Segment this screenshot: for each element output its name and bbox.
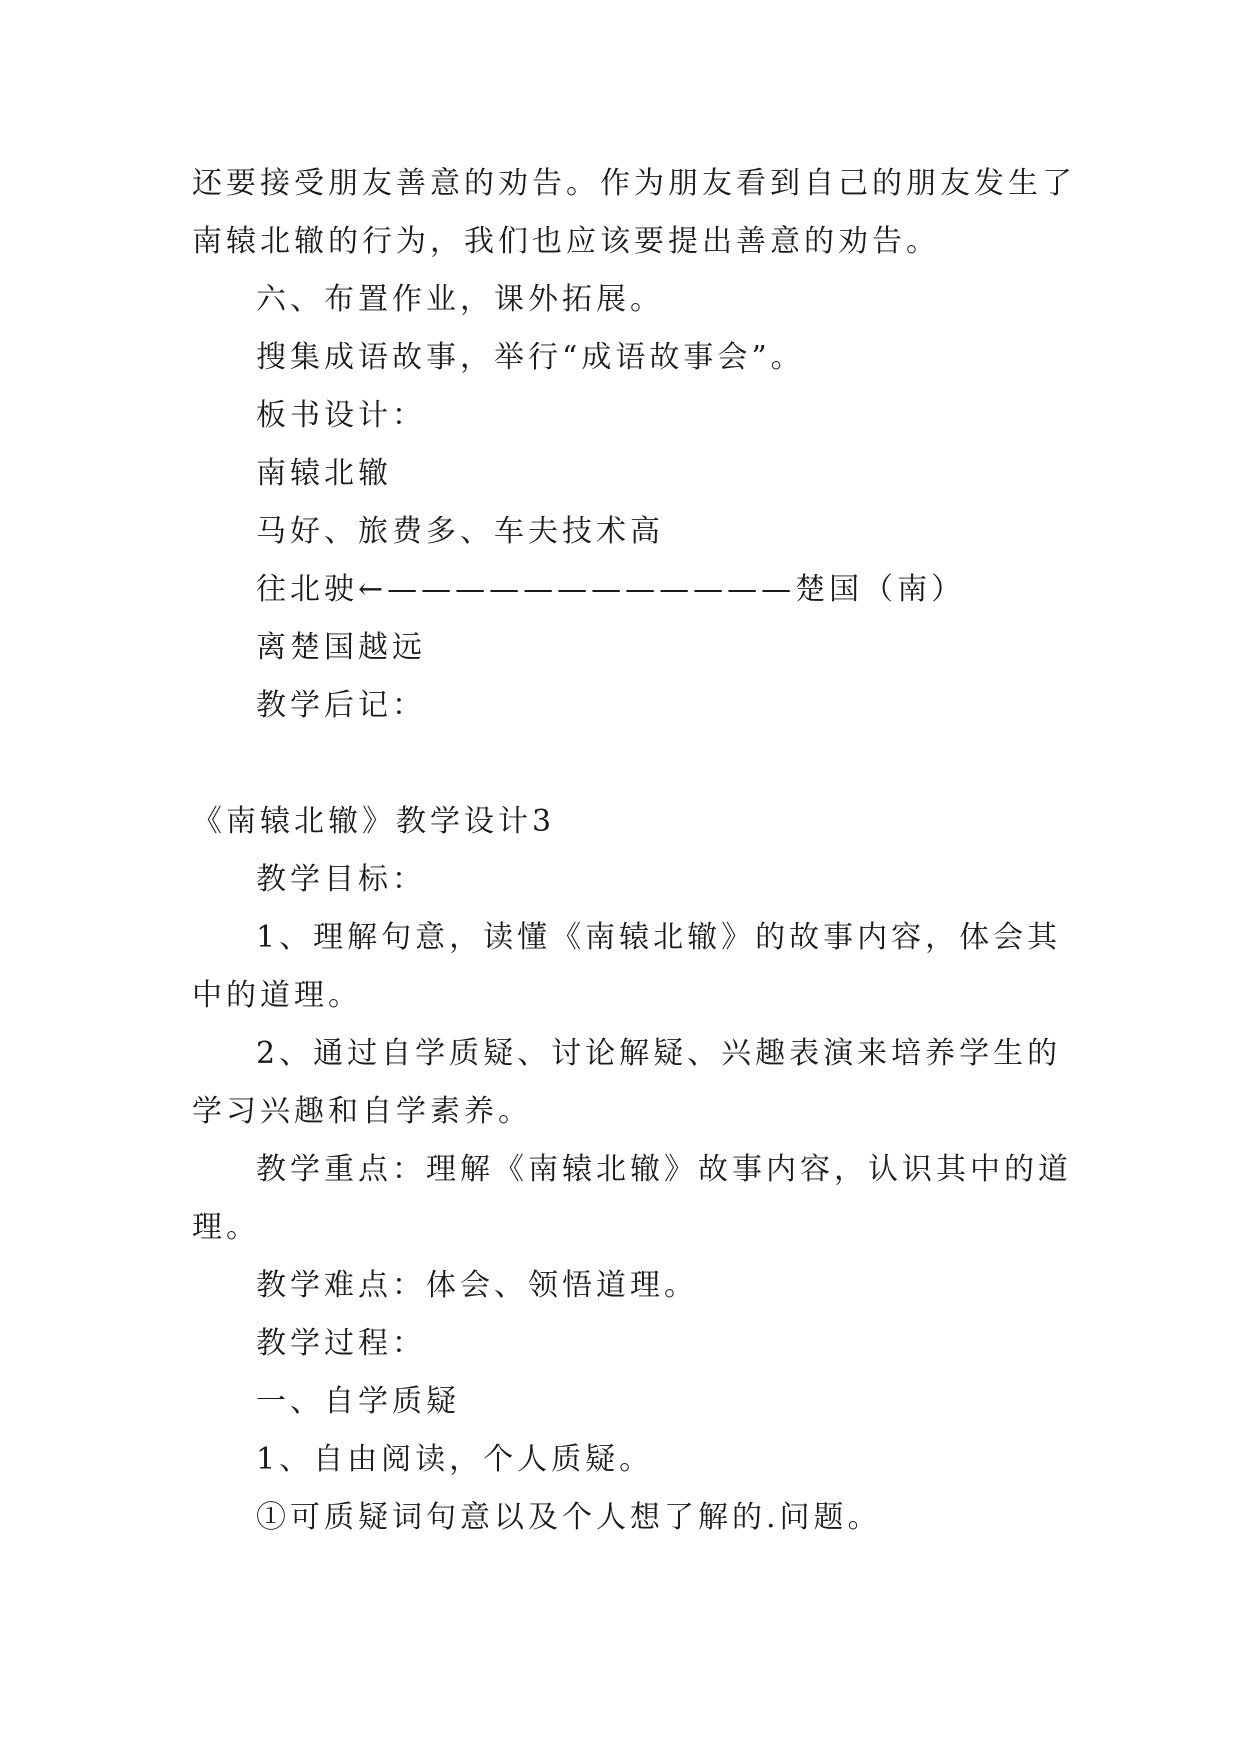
text-line: 2、通过自学质疑、讨论解疑、兴趣表演来培养学生的 — [256, 1036, 1062, 1071]
section-heading: 教学后记： — [256, 688, 426, 723]
text-line: 马好、旅费多、车夫技术高 — [256, 514, 664, 549]
text-line: 1、理解句意，读懂《南辕北辙》的故事内容，体会其 — [256, 920, 1062, 955]
text-line: 教学难点：体会、领悟道理。 — [256, 1268, 698, 1303]
text-line: 离楚国越远 — [256, 630, 426, 665]
text-line: 学习兴趣和自学素养。 — [192, 1094, 532, 1129]
section-heading: 板书设计： — [256, 398, 426, 433]
text-line: 搜集成语故事，举行“成语故事会”。 — [256, 340, 805, 375]
text-line: 往北驶←————————————楚国（南） — [256, 572, 966, 607]
section-heading: 教学过程： — [256, 1326, 426, 1361]
text-line: 1、自由阅读，个人质疑。 — [256, 1442, 654, 1477]
text-line: 理。 — [192, 1210, 260, 1245]
text-line: 教学重点：理解《南辕北辙》故事内容，认识其中的道 — [256, 1152, 1072, 1187]
text-line: 还要接受朋友善意的劝告。作为朋友看到自己的朋友发生了 — [192, 166, 1076, 201]
text-line: ①可质疑词句意以及个人想了解的.问题。 — [256, 1500, 882, 1535]
section-heading: 一、自学质疑 — [256, 1384, 460, 1419]
document-title: 《南辕北辙》教学设计3 — [192, 804, 556, 839]
text-line: 南辕北辙 — [256, 456, 392, 491]
text-line: 南辕北辙的行为，我们也应该要提出善意的劝告。 — [192, 224, 940, 259]
text-line: 中的道理。 — [192, 978, 362, 1013]
section-heading: 教学目标： — [256, 862, 426, 897]
section-heading: 六、布置作业，课外拓展。 — [256, 282, 664, 317]
